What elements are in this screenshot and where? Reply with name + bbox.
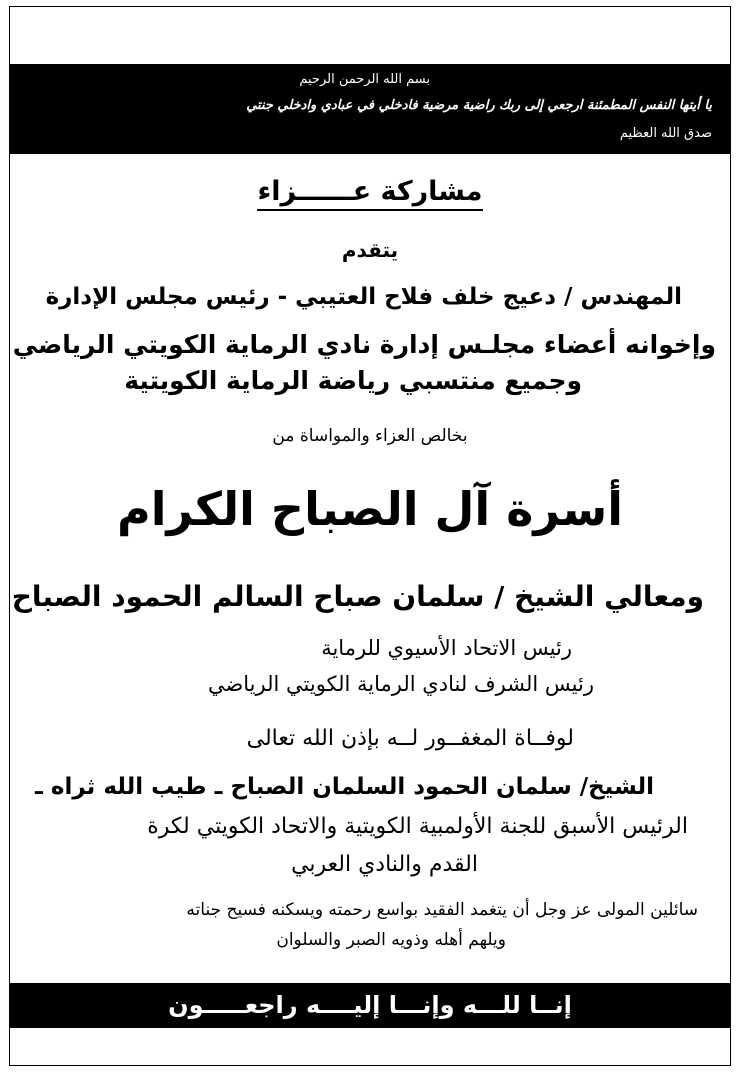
sadaq-line: صدق الله العظيم	[619, 126, 712, 141]
deceased-name: الشيخ/ سلمان الحمود السلمان الصباح ـ طيب الله ثراه ـ	[35, 774, 654, 800]
quran-verse: يا أيتها النفس المطمئنة ارجعي إلى ربك راضية مرضية فادخلي في عبادي وادخلي جنتي	[246, 98, 712, 113]
family-name: أسرة آل الصباح الكرام	[117, 482, 623, 536]
deceased-description-2: القدم والنادي العربي	[291, 852, 478, 877]
footer-band: إنــا للـــه وإنـــا إليــــه راجعـــــون	[10, 983, 730, 1028]
condolence-from: بخالص العزاء والمواساة من	[272, 426, 468, 446]
sheikh-role-2: رئيس الشرف لنادي الرماية الكويتي الرياضي	[207, 672, 594, 696]
presenter-line-2: وإخوانه أعضاء مجلـس إدارة نادي الرماية الكويتي الرياضي	[12, 330, 716, 359]
prayer-line-2: ويلهم أهله وذويه الصبر والسلوان	[276, 930, 506, 950]
deceased-intro: لوفــاة المغفــور لــه بإذن الله تعالى	[246, 726, 574, 751]
basmala: بسم الله الرحمن الرحيم	[299, 72, 430, 87]
sheikh-name: ومعالي الشيخ / سلمان صباح السالم الحمود الصباح	[11, 580, 704, 613]
notice-title: مشاركة عــــــزاء	[0, 176, 740, 207]
prayer-line-1: سائلين المولى عز وجل أن يتغمد الفقيد بواسع رحمته ويسكنه فسيح جناته	[186, 900, 698, 920]
intro-word: يتقدم	[341, 238, 399, 262]
sheikh-role-1: رئيس الاتحاد الأسيوي للرماية	[321, 636, 572, 660]
presenter-line-3: وجميع منتسبي رياضة الرماية الكويتية	[124, 366, 582, 395]
header-band	[10, 64, 730, 154]
deceased-description-1: الرئيس الأسبق للجنة الأولمبية الكويتية والاتحاد الكويتي لكرة	[147, 814, 688, 839]
presenter-name: المهندس / دعيج خلف فلاح العتيبي - رئيس مجلس الإدارة	[45, 284, 682, 310]
